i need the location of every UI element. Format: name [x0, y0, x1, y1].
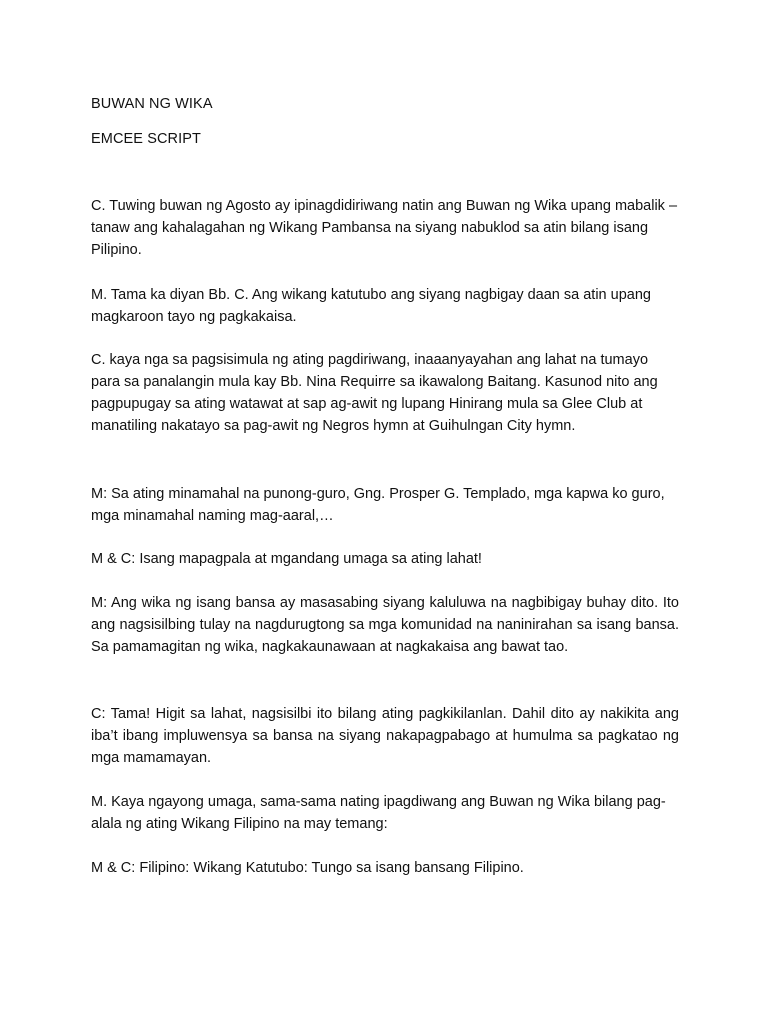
script-paragraph-4 [91, 483, 679, 527]
script-paragraph-1 [91, 195, 679, 261]
script-paragraph-6 [91, 592, 679, 658]
script-paragraph-5 [91, 548, 679, 570]
paragraph-text: Isang mapagpala at mgandang umaga sa ating lahat! [135, 551, 482, 567]
speaker-label: M & C: [91, 551, 136, 567]
paragraph-text: Tuwing buwan ng Agosto ay ipinagdidiriwang natin ang Buwan ng Wika upang mabalik – tanaw ang kahalagahan ng Wikang Pambansa na siyang nabuklod sa atin bilang isang Pilipino. [91, 198, 678, 258]
paragraph-text: kaya nga sa pagsisimula ng ating pagdiriwang, inaaanyayahan ang lahat na tumayo para sa panalangin mula kay Bb. Nina Requirre sa ikawalong Baitang. Kasunod nito ang pagpupugay sa ating watawat at sap ag-awit ng lupang Hinirang mula sa Glee Club at manatiling nakatayo sa pag-awit ng Negros hymn at Guihulngan City hymn. [91, 352, 658, 434]
paragraph-text: Filipino: Wikang Katutubo: Tungo sa isang bansang Filipino. [135, 860, 524, 876]
speaker-label: M & C: [91, 860, 136, 876]
speaker-label: M. [91, 794, 108, 810]
script-paragraph-2 [91, 284, 679, 328]
paragraph-text: Tama ka diyan Bb. C. Ang wikang katutubo ang siyang nagbigay daan sa atin upang magkaroon tayo ng pagkakaisa. [91, 287, 651, 325]
paragraph-text: Sa ating minamahal na punong-guro, Gng. Prosper G. Templado, mga kapwa ko guro, mga minamahal naming mag-aaral,… [91, 486, 665, 524]
speaker-label: C. [91, 198, 106, 214]
speaker-label: C: [91, 706, 106, 722]
paragraph-text: Kaya ngayong umaga, sama-sama nating ipagdiwang ang Buwan ng Wika bilang pag-alala ng ating Wikang Filipino na may temang: [91, 794, 666, 832]
speaker-label: M: [91, 486, 108, 502]
script-paragraph-8 [91, 791, 679, 835]
document-subtitle: EMCEE SCRIPT [91, 131, 201, 147]
paragraph-text: Ang wika ng isang bansa ay masasabing siyang kaluluwa na nagbibigay buhay dito. Ito ang nagsisilbing tulay na nagdurugtong sa mga komunidad na naninirahan sa isang bansa. Sa pamamagitan ng wika, nagkakaunawaan at nagkakaisa ang bawat tao. [91, 595, 679, 655]
speaker-label: M: [91, 595, 108, 611]
script-paragraph-7 [91, 703, 679, 769]
script-paragraph-3 [91, 349, 679, 437]
script-paragraph-9 [91, 857, 679, 879]
speaker-label: C. [91, 352, 106, 368]
paragraph-text: Tama! Higit sa lahat, nagsisilbi ito bilang ating pagkikilanlan. Dahil dito ay nakikita ang iba’t ibang impluwensya sa bansa na siyang nakapagpabago at humulma sa pagkatao ng mga mamamayan. [91, 706, 679, 766]
document-title: BUWAN NG WIKA [91, 96, 213, 112]
speaker-label: M. [91, 287, 108, 303]
